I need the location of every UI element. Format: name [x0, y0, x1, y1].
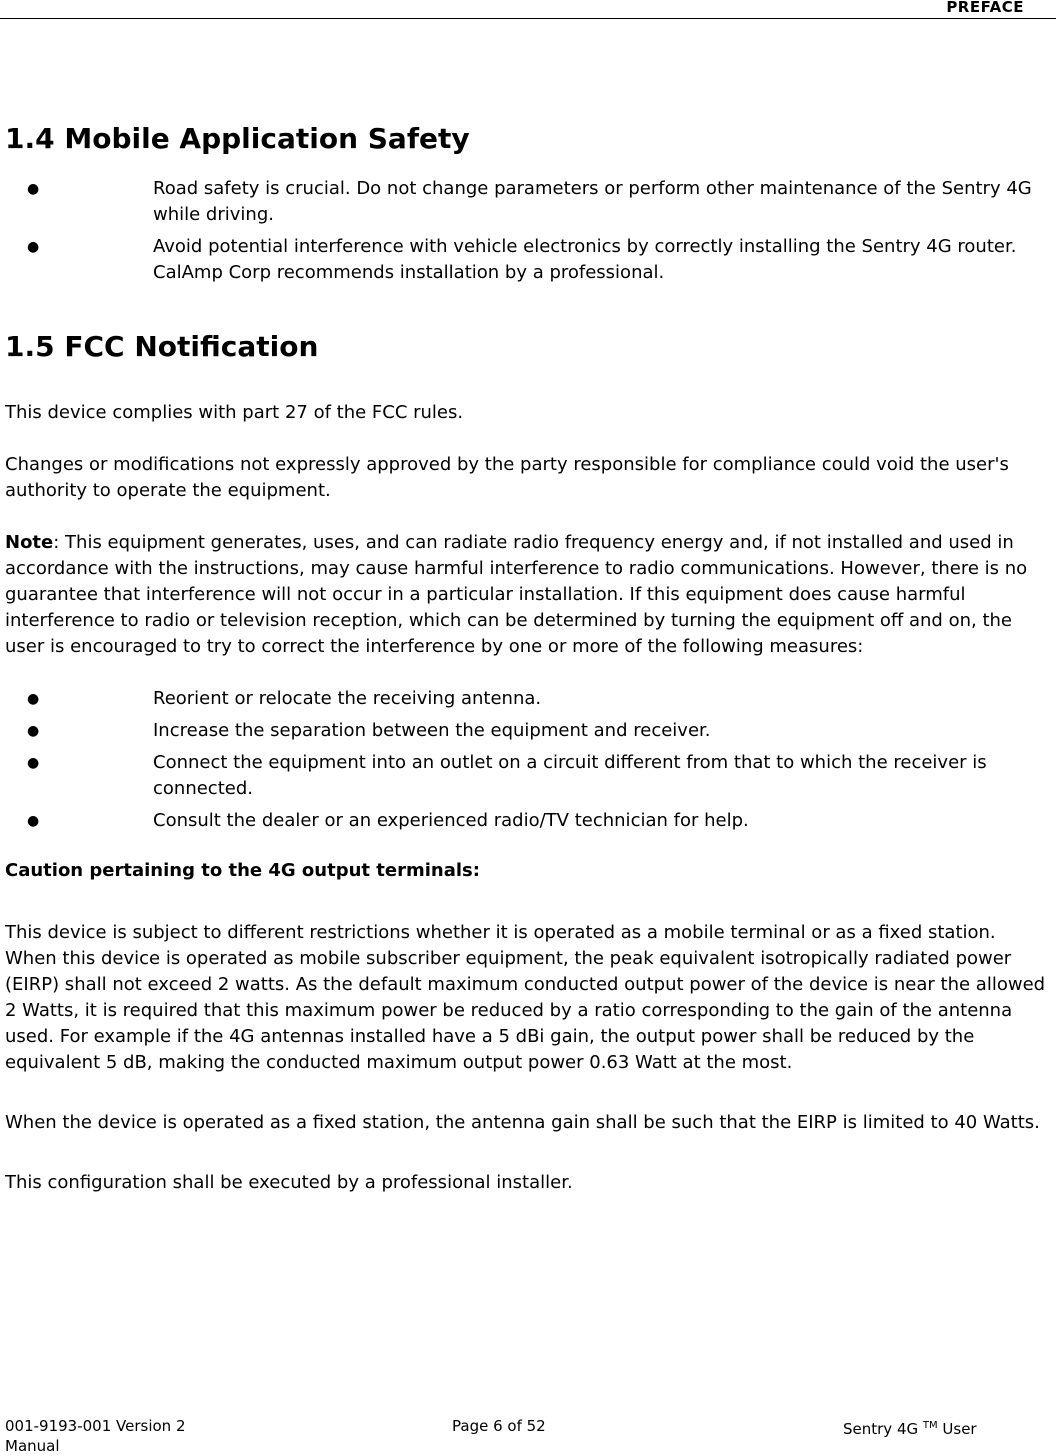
list-item-text: Reorient or relocate the receiving antenna. — [153, 688, 542, 709]
page-content — [5, 120, 1050, 1196]
footer-product-prefix: Sentry 4G — [843, 1420, 923, 1438]
note-label: Note — [5, 532, 54, 553]
section-heading-fcc: 1.5 FCC Notification — [5, 330, 319, 363]
list-item-text: Increase the separation between the equipment and receiver. — [153, 720, 711, 741]
page-header — [0, 0, 1056, 19]
fcc-note-text — [5, 530, 1050, 660]
list-item — [5, 234, 1050, 286]
list-item — [5, 808, 1050, 834]
list-item — [5, 176, 1050, 228]
page-footer — [5, 1416, 1050, 1456]
header-title: PREFACE — [946, 0, 1024, 16]
caution-heading: Caution pertaining to the 4G output terminals: — [5, 860, 480, 881]
caution-paragraph-1: This device is subject to different restrictions whether it is operated as a mobile terminal or as a fixed station. When this device is operated as mobile subscriber equipment, the peak equivalent isotropically radiated power (EIRP) shall not exceed 2 watts. As the default maximum conducted output power of the device is near the allowed 2 Watts, it is required that this maximum power be reduced by a ratio corresponding to the gain of the antenna used. For example if the 4G antennas installed have a 5 dBi gain, the output power shall be reduced by the equivalent 5 dB, making the conducted maximum output power 0.63 Watt at the most. — [5, 922, 1046, 1073]
bullet-icon: ● — [27, 755, 40, 771]
footer-product-suffix: User — [937, 1420, 977, 1438]
list-item-text: Consult the dealer or an experienced radio/TV technician for help. — [153, 810, 749, 831]
mobile-safety-list — [5, 176, 1050, 286]
trademark-mark: TM — [922, 1420, 938, 1431]
fcc-compliance-text: This device complies with part 27 of the FCC rules. — [5, 402, 464, 423]
list-item — [5, 750, 1050, 802]
section-heading-mobile-safety: 1.4 Mobile Application Safety — [5, 122, 470, 155]
list-item-text: Connect the equipment into an outlet on a circuit different from that to which the receiver is connected. — [153, 752, 987, 799]
fcc-changes-text: Changes or modifications not expressly approved by the party responsible for compliance could void the user's authority to operate the equipment. — [5, 454, 1009, 501]
footer-doc-number: 001-9193-001 Version 2 Manual — [5, 1417, 186, 1455]
list-item-text: Avoid potential interference with vehicle electronics by correctly installing the Sentry 4G router. CalAmp Corp recommends installation by a professional. — [153, 236, 1017, 283]
footer-product — [843, 1416, 977, 1439]
bullet-icon: ● — [27, 691, 40, 707]
bullet-icon: ● — [27, 813, 40, 829]
list-item-text: Road safety is crucial. Do not change parameters or perform other maintenance of the Sentry 4G while driving. — [153, 178, 1032, 225]
list-item — [5, 718, 1050, 744]
bullet-icon: ● — [27, 723, 40, 739]
interference-measures-list — [5, 686, 1050, 834]
bullet-icon: ● — [27, 181, 40, 197]
caution-paragraph-3: This configuration shall be executed by a professional installer. — [5, 1172, 573, 1193]
caution-paragraph-2: When the device is operated as a fixed station, the antenna gain shall be such that the EIRP is limited to 40 Watts. — [5, 1112, 1040, 1133]
list-item — [5, 686, 1050, 712]
bullet-icon: ● — [27, 239, 40, 255]
footer-page-number: Page 6 of 52 — [452, 1417, 546, 1435]
note-body: : This equipment generates, uses, and can radiate radio frequency energy and, if not installed and used in accordance with the instructions, may cause harmful interference to radio communications. However, there is no guarantee that interference will not occur in a particular installation. If this equipment does cause harmful interference to radio or television reception, which can be determined by turning the equipment off and on, the user is encouraged to try to correct the interference by one or more of the following measures: — [5, 532, 1028, 657]
